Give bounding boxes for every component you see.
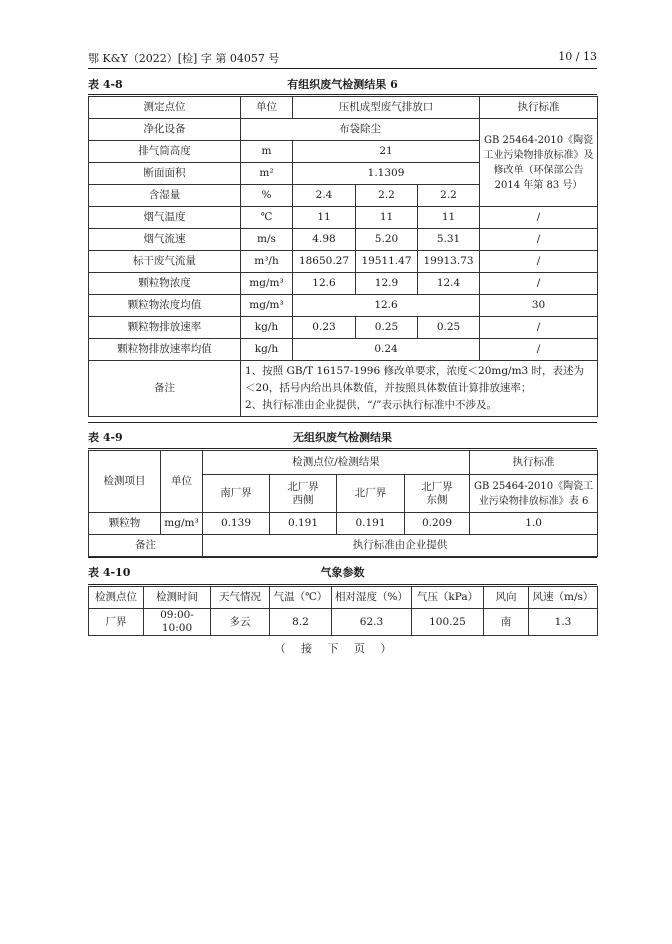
value-cell: 南 [484, 609, 529, 636]
unit-cell: kg/h [241, 339, 293, 361]
table-4-8-caption [88, 76, 597, 92]
unit-cell: mg/m³ [241, 295, 293, 317]
value-cell: 多云 [211, 609, 270, 636]
value-cell: 0.191 [337, 513, 405, 535]
header-cell: 气压（kPa） [412, 587, 484, 609]
value-cell: 0.25 [418, 317, 480, 339]
value-cell: 09:00-10:00 [144, 609, 211, 636]
table-4-8 [88, 96, 598, 417]
point-header: 北厂界 西侧 [270, 475, 337, 513]
table-row [89, 339, 598, 361]
header-cell: 执行标准 [470, 451, 598, 475]
table-header-row [89, 587, 598, 609]
value-cell: 11 [418, 207, 480, 229]
merged-value: 12.6 [293, 295, 480, 317]
table-header-row [89, 451, 598, 475]
table-row [89, 295, 598, 317]
page-header [88, 50, 597, 66]
table-title: 气象参数 [320, 566, 365, 579]
header-cell: 相对湿度（%） [332, 587, 412, 609]
table-4-10-caption [88, 564, 597, 580]
header-cell: 检测点位/检测结果 [203, 451, 470, 475]
table-row [89, 119, 598, 141]
table-rule [88, 448, 597, 449]
row-label: 断面面积 [89, 163, 241, 185]
table-row [89, 317, 598, 339]
header-cell: 单位 [241, 97, 293, 119]
standard-cell: GB 25464-2010《陶瓷工业污染物排放标准》及修改单（环保部公告 2014 年第 83 号） [480, 119, 598, 207]
header-cell: 单位 [161, 451, 203, 513]
table-header-row [89, 97, 598, 119]
table-title: 无组织废气检测结果 [293, 431, 392, 444]
standard-cell: GB 25464-2010《陶瓷工业污染物排放标准》表 6 [470, 475, 598, 513]
table-4-9-caption [88, 429, 597, 445]
table-row [89, 251, 598, 273]
value-cell: 11 [293, 207, 356, 229]
table-number: 表 4-8 [88, 78, 123, 91]
table-4-9 [88, 450, 598, 557]
table-row [89, 513, 598, 535]
value-cell: 2.4 [293, 185, 356, 207]
unit-cell: m/s [241, 229, 293, 251]
header-cell: 天气情况 [211, 587, 270, 609]
value-cell: 2.2 [418, 185, 480, 207]
row-label: 净化设备 [89, 119, 241, 141]
note-content [241, 361, 598, 417]
value-cell: 2.2 [356, 185, 418, 207]
continued-footer: （ 接 下 页 ） [274, 642, 398, 655]
table-row [89, 207, 598, 229]
value-cell: 5.31 [418, 229, 480, 251]
table-number: 表 4-9 [88, 431, 123, 444]
unit-cell: mg/m³ [241, 273, 293, 295]
header-cell: 气温（℃） [270, 587, 332, 609]
merged-value: 布袋除尘 [241, 119, 480, 141]
row-label: 颗粒物排放速率 [89, 317, 241, 339]
value-cell: 11 [356, 207, 418, 229]
unit-cell: m² [241, 163, 293, 185]
standard-value: / [480, 251, 598, 273]
header-cell: 检测项目 [89, 451, 161, 513]
unit-cell: % [241, 185, 293, 207]
value-cell: 19913.73 [418, 251, 480, 273]
unit-cell: m [241, 141, 293, 163]
note-line-1: 1、按照 GB/T 16157-1996 修改单要求，浓度＜20mg/m3 时，表述为＜20，括号内给出具体数值，并按照具体数值计算排放速率； [245, 365, 585, 394]
row-label: 含湿量 [89, 185, 241, 207]
value-cell: 0.209 [405, 513, 470, 535]
report-number: 鄂 K&Y（2022）[检] 字 第 04057 号 [88, 52, 280, 65]
value-cell: 0.139 [203, 513, 270, 535]
page-number: 10 / 13 [558, 50, 597, 63]
value-cell: 19511.47 [356, 251, 418, 273]
table-row [89, 609, 598, 636]
table-4-10 [88, 586, 598, 636]
standard-value: / [480, 273, 598, 295]
value-cell: 100.25 [412, 609, 484, 636]
point-header: 南厂界 [203, 475, 270, 513]
standard-value: / [480, 317, 598, 339]
header-cell: 测定点位 [89, 97, 241, 119]
row-label: 颗粒物 [89, 513, 161, 535]
point-header: 北厂界 东侧 [405, 475, 470, 513]
unit-cell: kg/h [241, 317, 293, 339]
value-cell: 12.4 [418, 273, 480, 295]
table-rule [88, 94, 597, 95]
standard-value: / [480, 339, 598, 361]
value-cell: 0.25 [356, 317, 418, 339]
row-label: 烟气温度 [89, 207, 241, 229]
value-cell: 62.3 [332, 609, 412, 636]
header-cell: 压机成型废气排放口 [293, 97, 480, 119]
unit-cell: mg/m³ [161, 513, 203, 535]
point-header: 北厂界 [337, 475, 405, 513]
value-cell: 8.2 [270, 609, 332, 636]
table-rule [88, 422, 597, 423]
note-row [89, 535, 598, 557]
value-cell: 厂界 [89, 609, 144, 636]
value-cell: 12.6 [293, 273, 356, 295]
merged-value: 1.1309 [293, 163, 480, 185]
standard-value: 1.0 [470, 513, 598, 535]
merged-value: 21 [293, 141, 480, 163]
header-cell: 执行标准 [480, 97, 598, 119]
standard-value: / [480, 229, 598, 251]
table-number: 表 4-10 [88, 566, 131, 579]
value-cell: 5.20 [356, 229, 418, 251]
unit-cell: ℃ [241, 207, 293, 229]
note-content: 执行标准由企业提供 [203, 535, 598, 557]
table-rule [88, 557, 597, 558]
value-cell: 0.23 [293, 317, 356, 339]
table-row [89, 273, 598, 295]
header-cell: 风向 [484, 587, 529, 609]
unit-cell: m³/h [241, 251, 293, 273]
row-label: 颗粒物排放速率均值 [89, 339, 241, 361]
value-cell: 4.98 [293, 229, 356, 251]
row-label: 颗粒物浓度 [89, 273, 241, 295]
row-label: 排气筒高度 [89, 141, 241, 163]
value-cell: 18650.27 [293, 251, 356, 273]
row-label: 标干废气流量 [89, 251, 241, 273]
table-rule [88, 584, 597, 585]
merged-value: 0.24 [293, 339, 480, 361]
header-rule [88, 68, 597, 69]
value-cell: 1.3 [529, 609, 598, 636]
note-label: 备注 [89, 535, 203, 557]
note-label: 备注 [89, 361, 241, 417]
value-cell: 0.191 [270, 513, 337, 535]
row-label: 颗粒物浓度均值 [89, 295, 241, 317]
note-line-2: 2、执行标准由企业提供，“/”表示执行标准中不涉及。 [245, 399, 497, 411]
standard-value: 30 [480, 295, 598, 317]
table-title: 有组织废气检测结果 6 [287, 78, 398, 91]
row-label: 烟气流速 [89, 229, 241, 251]
value-cell: 12.9 [356, 273, 418, 295]
header-cell: 检测时间 [144, 587, 211, 609]
note-row [89, 361, 598, 417]
header-cell: 风速（m/s） [529, 587, 598, 609]
header-cell: 检测点位 [89, 587, 144, 609]
standard-value: / [480, 207, 598, 229]
table-row [89, 229, 598, 251]
